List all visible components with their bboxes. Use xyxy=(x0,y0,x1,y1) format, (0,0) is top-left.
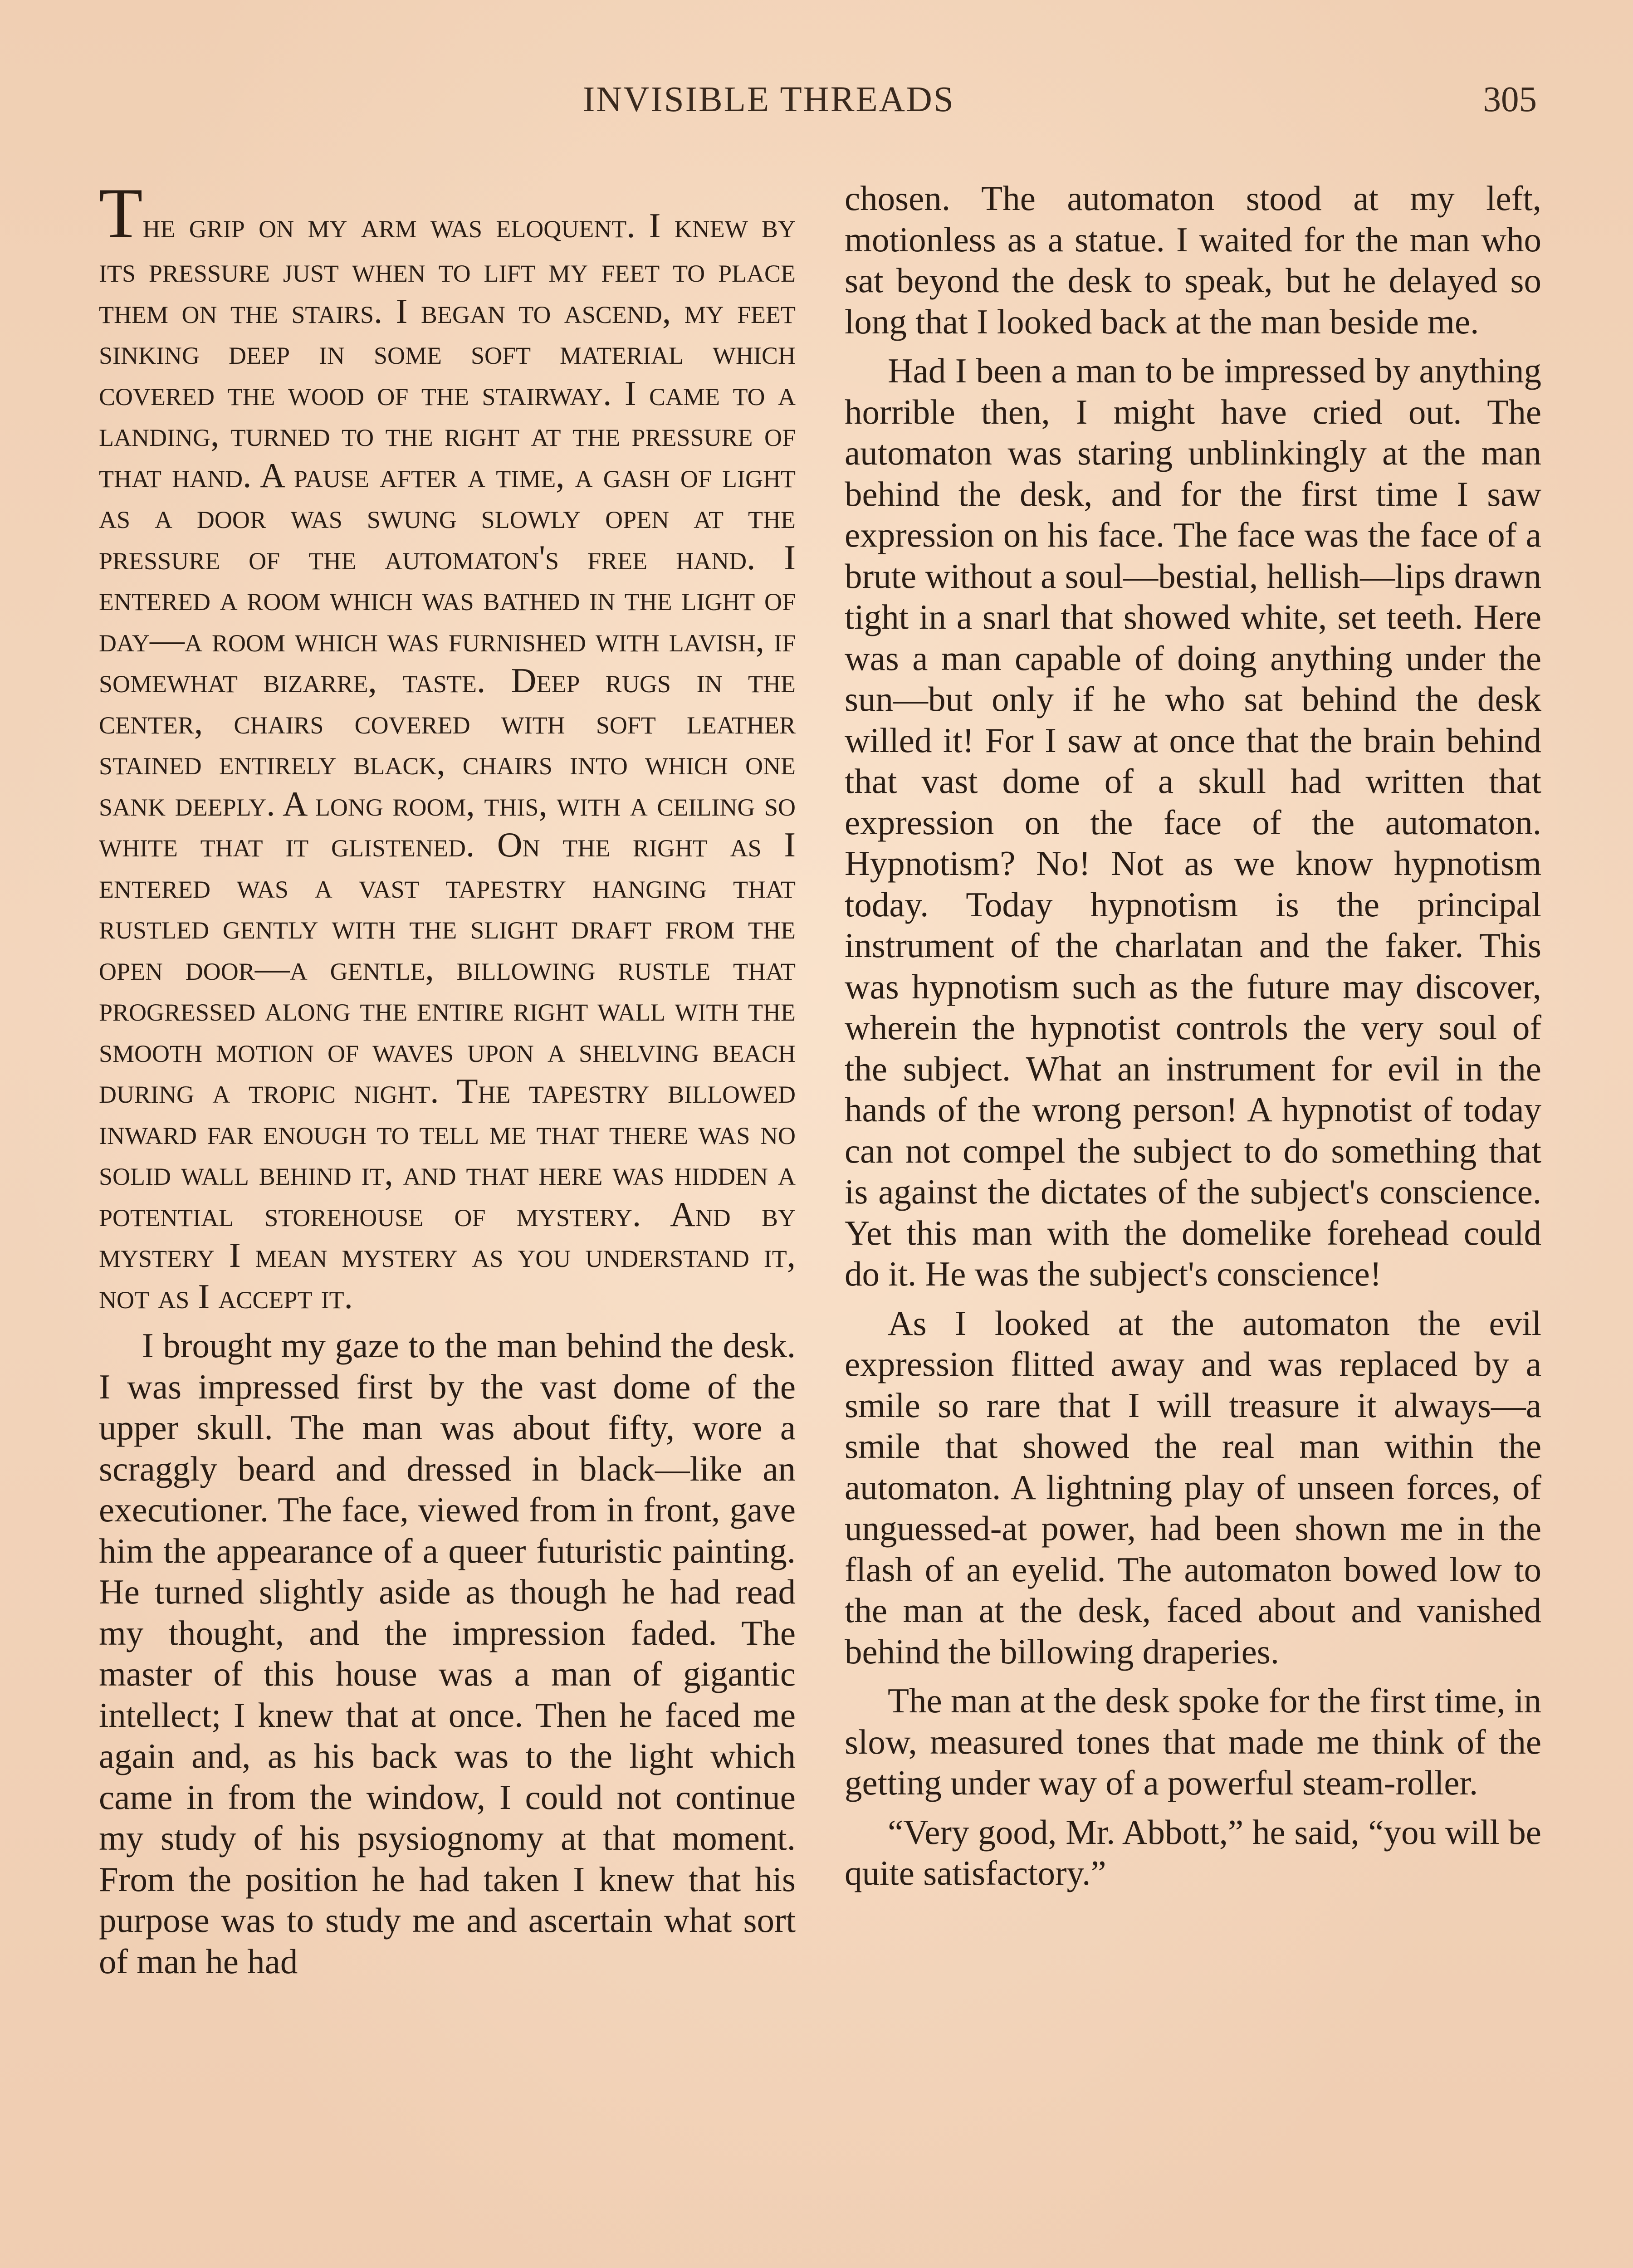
right-column xyxy=(845,178,1541,2268)
paragraph-1: The grip on my arm was eloquent. I knew by its pressure just when to lift my feet to place them on the stairs. I began to ascend, my feet sinking deep in some soft material which covered the wood of the stairway. I came to a landing, turned to the right at the pressure of that hand. A pause after a time, a gash of light as a door was swung slowly open at the pressure of the automaton's free hand. I entered a room which was bathed in the light of day—a room which was furnished with lavish, if somewhat bizarre, taste. Deep rugs in the center, chairs covered with soft leather stained entirely black, chairs into which one sank deeply. A long room, this, with a ceiling so white that it glistened. On the right as I entered was a vast tapestry hanging that rustled gently with the slight draft from the open door—a gentle, billowing rustle that progressed along the entire right wall with the smooth motion of waves upon a shelving beach during a tropic night. The tapestry billowed inward far enough to tell me that there was no solid wall behind it, and that here was hidden a potential storehouse of mystery. And by mystery I mean mystery as you understand it, not as I accept it. xyxy=(99,178,796,1316)
paragraph-5: As I looked at the automaton the evil expression flitted away and was replaced by a smile so rare that I will treasure it always—a smile that showed the real man within the automaton. A lightning play of unseen forces, of unguessed-at power, had been shown me in the flash of an eyelid. The automaton bowed low to the man at the desk, faced about and vanished behind the billowing draperies. xyxy=(845,1303,1541,1671)
paragraph-4: Had I been a man to be impressed by anything horrible then, I might have cried out. The automaton was staring unblinkingly at the man behind the desk, and for the first time I saw expression on his face. The face was the face of a brute without a soul—bestial, hellish—lips drawn tight in a snarl that showed white, set teeth. Here was a man capable of doing anything under the sun—but only if he who sat behind the desk willed it! For I saw at once that the brain behind that vast dome of a skull had written that expression on the face of the automaton. Hypnotism? No! Not as we know hypnotism today. Today hypnotism is the principal instrument of the charlatan and the faker. This was hypnotism such as the future may discover, wherein the hypnotist controls the very soul of the subject. What an instrument for evil in the hands of the wrong person! A hypnotist of today can not compel the subject to do something that is against the dictates of the subject's conscience. Yet this man with the domelike forehead could do it. He was the subject's conscience! xyxy=(845,351,1541,1293)
paragraph-7: “Very good, Mr. Abbott,” he said, “you will be quite satisfactory.” xyxy=(845,1812,1541,1892)
left-column xyxy=(99,178,796,2268)
paragraph-2: I brought my gaze to the man behind the desk. I was impressed first by the vast dome of the upper skull. The man was about fifty, wore a scraggly beard and dressed in black—like an executioner. The face, viewed from in front, gave him the appearance of a queer futuristic painting. He turned slightly aside as though he had read my thought, and the impression faded. The master of this house was a man of gigantic intellect; I knew that at once. Then he faced me again and, as his back was to the light which came in from the window, I could not continue my study of his psysiognomy at that moment. From the position he had taken I knew that his purpose was to study me and ascertain what sort of man he had xyxy=(99,1326,796,1981)
running-title: INVISIBLE THREADS xyxy=(583,80,955,119)
paragraph-6: The man at the desk spoke for the first time, in slow, measured tones that made me think of the getting under way of a powerful steam-roller. xyxy=(845,1681,1541,1802)
page-number: 305 xyxy=(1483,80,1537,119)
paragraph-3: chosen. The automaton stood at my left, motionless as a statue. I waited for the man who sat beyond the desk to speak, but he delayed so long that I looked back at the man beside me. xyxy=(845,179,1541,341)
